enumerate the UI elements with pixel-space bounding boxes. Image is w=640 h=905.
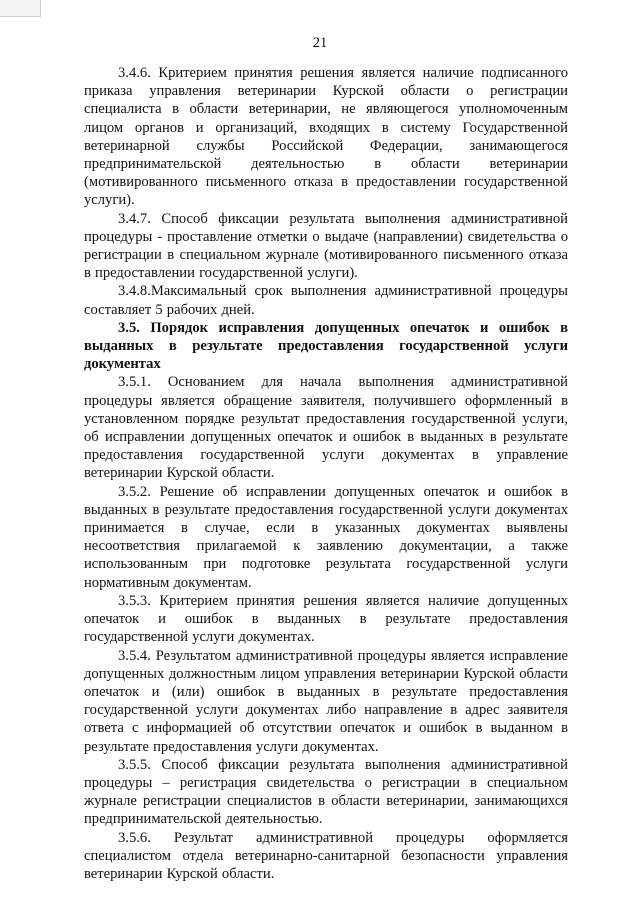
paragraph-3-5-1: 3.5.1. Основанием для начала выполнения административной процедуры является обращение заявителя, получившего оформленный в установленном порядке результат предоставления государственной услуги, об исправлении допущенных опечаток и ошибок в выданных в результате предоставления государственной услуги документах в управление ветеринарии Курской области. [84,374,568,482]
paragraph-3-4-6: 3.4.6. Критерием принятия решения является наличие подписанного приказа управления ветеринарии Курской области о регистрации специалиста в области ветеринарии, не являющегося уполномоченным лицом органов и организаций, входящих в систему Государственной ветеринарной службы Российской Федерации, занимающегося предпринимательской деятельностью в области ветеринарии (мотивированного письменного отказа в предоставлении государственной услуги). [84,65,568,209]
paragraph-3-5-6: 3.5.6. Результат административной процедуры оформляется специалистом отдела ветеринарно-санитарной безопасности управления ветеринарии Курской области. [84,829,568,882]
paragraph-3-4-8: 3.4.8.Максимальный срок выполнения административной процедуры составляет 5 рабочих дней. [84,283,568,318]
page-number: 21 [312,35,328,51]
paragraph-3-5-3: 3.5.3. Критерием принятия решения является наличие допущенных опечаток и ошибок в выданных в результате предоставления государственной услуги документах. [84,592,568,646]
document-body [84,64,568,883]
section-heading-3-5: 3.5. Порядок исправления допущенных опечаток и ошибок в выданных в результате предоставления государственной услуги документах [84,319,568,373]
paragraph-3-4-7: 3.4.7. Способ фиксации результата выполнения административной процедуры - проставление отметки о выдаче (направлении) свидетельства о регистрации в специальном журнале (мотивированного письменного отказа в предоставлении государственной услуги). [84,210,568,282]
scan-corner-mark [0,0,41,17]
paragraph-3-5-4: 3.5.4. Результатом административной процедуры является исправление допущенных должностным лицом управления ветеринарии Курской области опечаток и (или) ошибок в выданных в результате предоставления государственной услуги документах либо направление в адрес заявителя ответа с информацией об отсутствии опечаток и ошибок в выданном в результате предоставления услуги документах. [84,647,568,755]
paragraph-3-5-5: 3.5.5. Способ фиксации результата выполнения административной процедуры – регистрация свидетельства о регистрации в специальном журнале регистрации специалистов в области ветеринарии, занимающихся предпринимательской деятельностью. [84,756,568,828]
paragraph-3-5-2: 3.5.2. Решение об исправлении допущенных опечаток и ошибок в выданных в результате предоставления государственной услуги документах принимается в случае, если в указанных документах выявлены несоответствия прилагаемой к заявлению документации, а также использованным при подготовке результата государственной услуги нормативным документам. [84,483,568,591]
